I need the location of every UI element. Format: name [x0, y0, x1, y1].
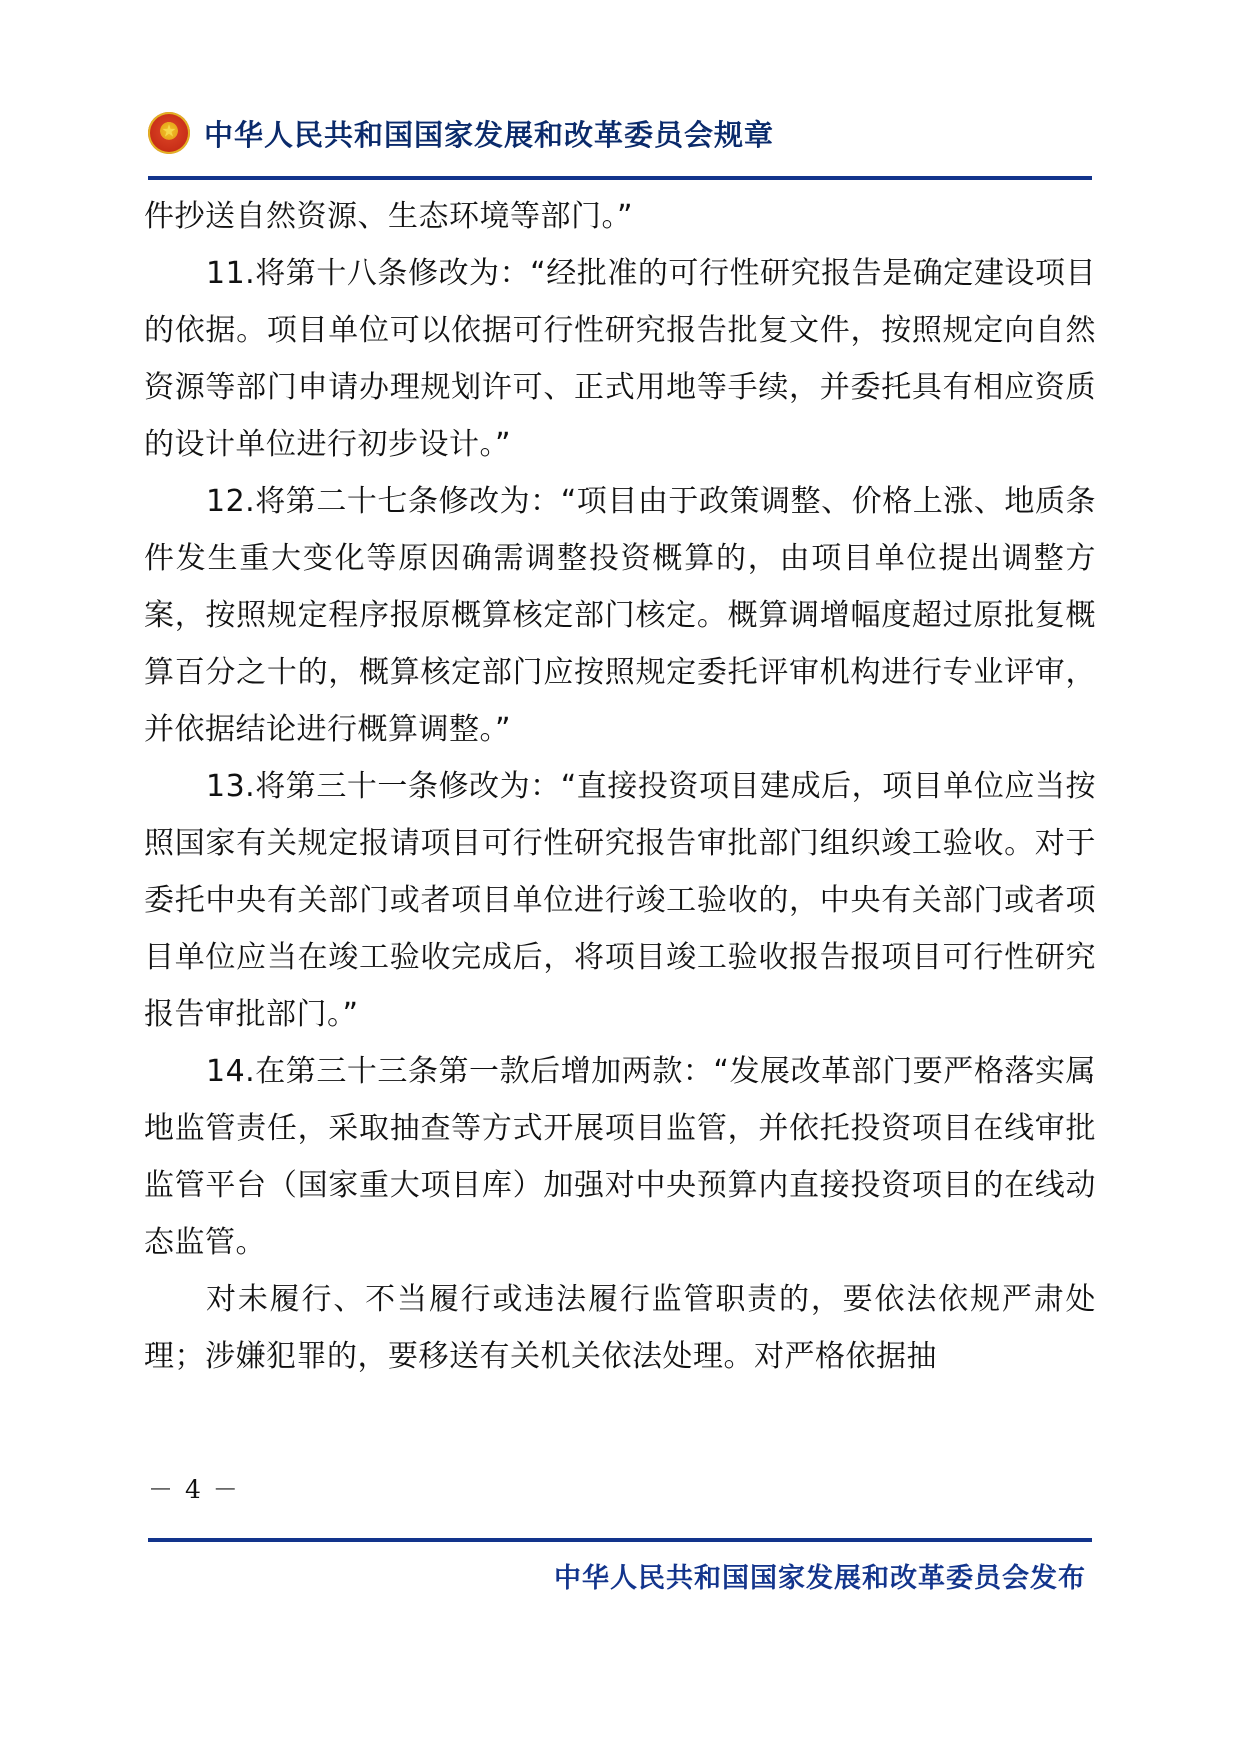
paragraph: 14.在第三十三条第一款后增加两款：“发展改革部门要严格落实属地监管责任，采取抽查等方式开展项目监管，并依托投资项目在线审批监管平台（国家重大项目库）加强对中央预算内直接投资项目的在线动态监管。 [144, 1054, 1096, 1260]
footer-issuer: 中华人民共和国国家发展和改革委员会发布 [554, 1563, 1086, 1594]
document-header [148, 112, 1092, 154]
paragraph: 12.将第二十七条修改为：“项目由于政策调整、价格上涨、地质条件发生重大变化等原因确需调整投资概算的，由项目单位提出调整方案，按照规定程序报原概算核定部门核定。概算调增幅度超过原批复概算百分之十的，概算核定部门应按照规定委托评审机构进行专业评审，并依据结论进行概算调整。” [144, 484, 1096, 747]
document-body [144, 188, 1096, 1385]
paragraph: 13.将第三十一条修改为：“直接投资项目建成后，项目单位应当按照国家有关规定报请项目可行性研究报告审批部门组织竣工验收。对于委托中央有关部门或者项目单位进行竣工验收的，中央有关部门或者项目单位应当在竣工验收完成后，将项目竣工验收报告报项目可行性研究报告审批部门。” [144, 769, 1096, 1032]
paragraph: 件抄送自然资源、生态环境等部门。” [144, 199, 634, 234]
national-emblem-icon [148, 112, 190, 154]
header-divider [148, 176, 1092, 180]
paragraph: 11.将第十八条修改为：“经批准的可行性研究报告是确定建设项目的依据。项目单位可以依据可行性研究报告批复文件，按照规定向自然资源等部门申请办理规划许可、正式用地等手续，并委托具有相应资质的设计单位进行初步设计。” [144, 256, 1096, 462]
page-number: － 4 － [148, 1475, 240, 1504]
header-title: 中华人民共和国国家发展和改革委员会规章 [204, 117, 775, 152]
footer-divider [148, 1538, 1092, 1542]
paragraph: 对未履行、不当履行或违法履行监管职责的，要依法依规严肃处理；涉嫌犯罪的，要移送有关机关依法处理。对严格依据抽 [144, 1282, 1096, 1374]
